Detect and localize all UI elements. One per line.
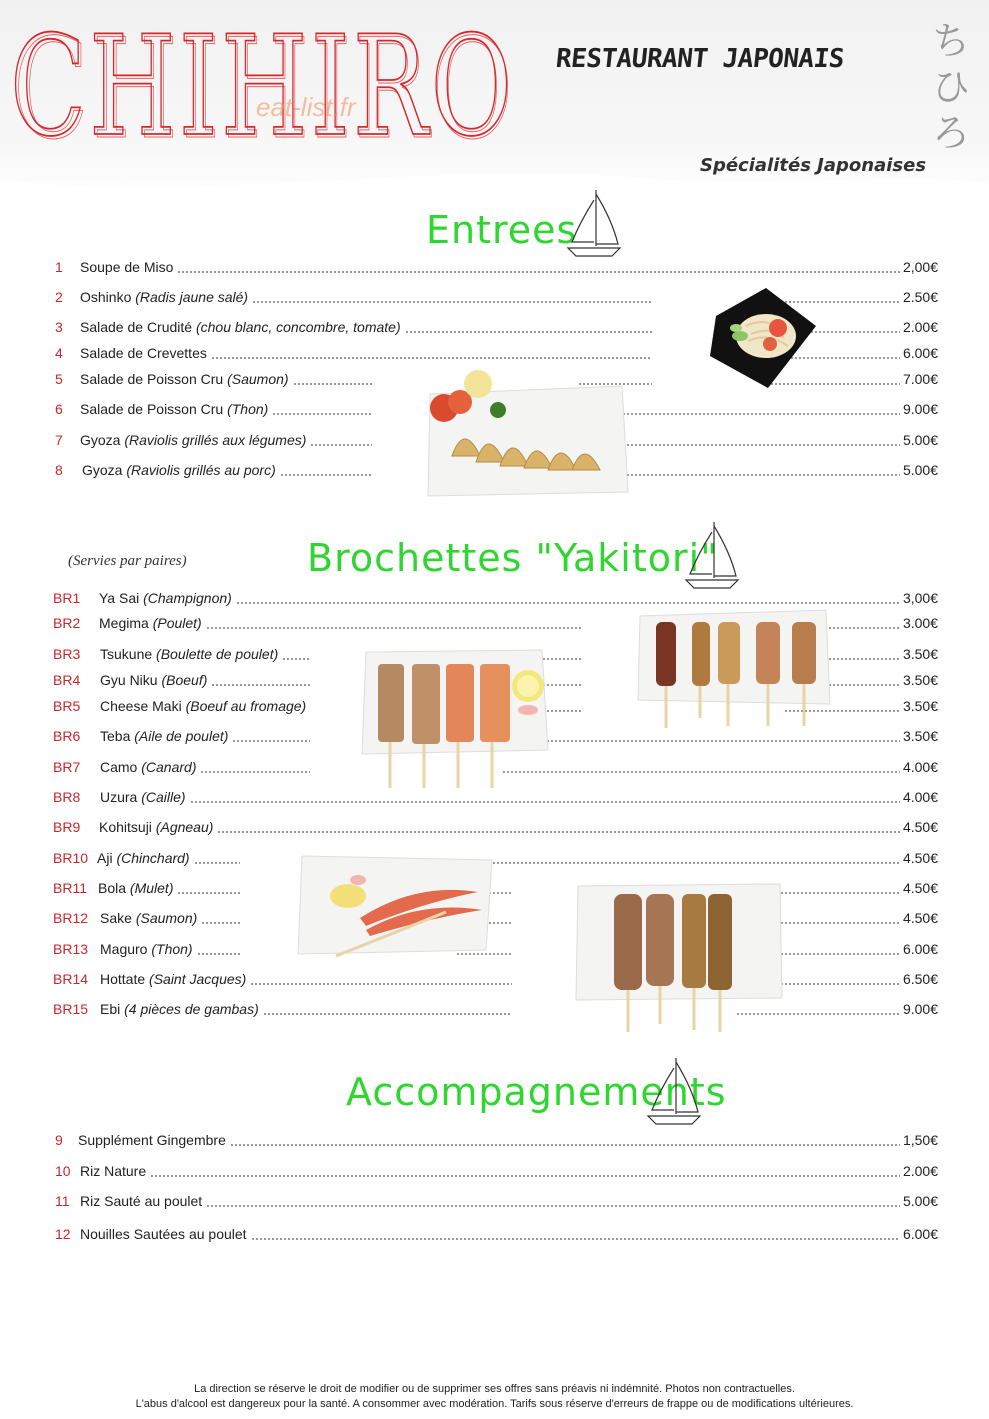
menu-item-row	[50, 816, 938, 838]
dotted-leader	[150, 1160, 900, 1182]
dotted-leader	[197, 938, 240, 960]
menu-item-name	[80, 1223, 247, 1245]
menu-item-number: 5	[55, 371, 63, 387]
menu-item-name	[100, 968, 246, 990]
menu-item-row	[50, 998, 938, 1020]
menu-item-title: Ya Sai	[99, 590, 140, 606]
menu-item-title: Salade de Crevettes	[80, 345, 207, 361]
section-title-accompagnements: Accompagnements	[346, 1070, 727, 1114]
menu-item-number: BR11	[53, 880, 87, 896]
servies-par-paires-note: (Servies par paires)	[68, 553, 187, 569]
menu-item-number: 12	[55, 1226, 71, 1242]
section-title-entrees: Entrees	[426, 208, 578, 252]
menu-item-price: 3.50€	[902, 728, 938, 744]
menu-item-title: Megima	[99, 615, 149, 631]
menu-item-title: Uzura	[100, 789, 138, 805]
menu-item-number: BR3	[53, 646, 81, 662]
menu-item-price: 5.00€	[902, 1193, 938, 1209]
dotted-leader	[206, 612, 582, 634]
menu-item-title: Nouilles Sautées au poulet	[80, 1226, 247, 1242]
menu-item-detail: (Boeuf au fromage)	[185, 698, 307, 714]
menu-item-title: Ebi	[100, 1001, 121, 1017]
menu-item-detail: (Radis jaune salé)	[135, 289, 249, 305]
dotted-leader	[272, 398, 372, 420]
dotted-leader	[211, 342, 652, 364]
dotted-leader	[177, 256, 900, 278]
menu-item-row	[50, 847, 938, 869]
menu-item-title: Salade de Poisson Cru	[80, 371, 224, 387]
menu-item-price: 4.50€	[902, 880, 938, 896]
chihiro-logo	[10, 6, 520, 166]
menu-item-price: 2.00€	[902, 1163, 938, 1179]
menu-item-price: 2.50€	[902, 289, 938, 305]
menu-item-name	[80, 1190, 202, 1212]
menu-item-detail: (Mulet)	[129, 880, 174, 896]
footer-line-2: L'abus d'alcool est dangereux pour la santé. A consommer avec modération. Tarifs sous réserve d'erreurs de frappe ou de modifications ultérieures.	[135, 1398, 854, 1410]
specialites-tagline: Spécialités Japonaises	[700, 155, 927, 176]
menu-item-price: 1,50€	[902, 1132, 938, 1148]
menu-item-number: BR8	[53, 789, 81, 805]
menu-item-name	[99, 612, 202, 634]
menu-item-title: Soupe de Miso	[80, 259, 174, 275]
menu-item-number: 10	[55, 1163, 71, 1179]
menu-item-price: 2.00€	[902, 319, 938, 335]
menu-item-detail: (chou blanc, concombre, tomate)	[195, 319, 401, 335]
menu-item-price: 4.00€	[902, 759, 938, 775]
menu-item-row	[50, 1160, 938, 1182]
yakitori-plate-photo-1	[636, 608, 832, 732]
yakitori-plate-photo-2	[360, 648, 550, 790]
menu-item-number: 4	[55, 345, 63, 361]
menu-item-title: Tsukune	[100, 646, 153, 662]
menu-item-name	[99, 587, 232, 609]
menu-item-detail: (Saint Jacques)	[149, 971, 247, 987]
dotted-leader	[456, 847, 900, 869]
menu-item-number: 1	[55, 259, 63, 275]
kana-hi: ひ	[931, 65, 970, 109]
menu-item-title: Salade de Crudité	[80, 319, 193, 335]
menu-item-number: BR15	[53, 1001, 89, 1017]
menu-item-price: 5.00€	[902, 462, 938, 478]
menu-item-title: Gyoza	[80, 432, 121, 448]
menu-item-title: Aji	[97, 850, 113, 866]
menu-item-name	[82, 459, 276, 481]
menu-item-name	[97, 847, 190, 869]
yakitori-plate-photo-3	[574, 880, 784, 1036]
menu-item-title: Hottate	[100, 971, 146, 987]
menu-item-row	[50, 877, 938, 899]
menu-item-detail: (Thon)	[227, 401, 269, 417]
dotted-leader	[280, 459, 372, 481]
menu-item-row	[50, 968, 938, 990]
gambas-plate-photo	[296, 852, 494, 962]
sailboat-icon	[646, 1054, 702, 1130]
menu-item-name	[80, 342, 207, 364]
menu-item-row	[50, 256, 938, 278]
dotted-leader	[177, 877, 240, 899]
menu-item-price: 5.00€	[902, 432, 938, 448]
menu-item-name	[99, 816, 213, 838]
menu-item-number: BR1	[53, 590, 81, 606]
menu-item-price: 9.00€	[902, 401, 938, 417]
dotted-leader	[282, 643, 310, 665]
menu-item-number: BR14	[53, 971, 89, 987]
dotted-leader	[310, 429, 372, 451]
menu-item-detail: (Aile de poulet)	[134, 728, 229, 744]
menu-item-price: 2,00€	[902, 259, 938, 275]
menu-item-title: Oshinko	[80, 289, 132, 305]
menu-item-number: BR10	[53, 850, 89, 866]
salad-bowl-photo	[706, 286, 820, 390]
menu-item-row	[50, 1129, 938, 1151]
sailboat-icon	[566, 186, 622, 262]
menu-item-name	[80, 368, 289, 390]
svg-text:CHIHIRO: CHIHIRO	[13, 9, 516, 166]
menu-item-title: Gyoza	[82, 462, 123, 478]
menu-item-number: 9	[55, 1132, 63, 1148]
section-title-yakitori: Brochettes "Yakitori"	[307, 536, 719, 580]
menu-item-number: BR2	[53, 615, 81, 631]
menu-item-price: 6.00€	[902, 941, 938, 957]
kana-ro: ろ	[931, 111, 970, 155]
menu-item-number: 8	[55, 462, 63, 478]
menu-item-detail: (Chinchard)	[116, 850, 190, 866]
dotted-leader	[211, 669, 310, 691]
menu-item-title: Sake	[100, 910, 132, 926]
menu-item-name	[100, 643, 278, 665]
dotted-leader	[217, 816, 900, 838]
menu-item-price: 4.00€	[902, 789, 938, 805]
dotted-leader	[502, 756, 900, 778]
menu-item-title: Riz Nature	[80, 1163, 147, 1179]
menu-item-name	[100, 938, 193, 960]
menu-item-name	[80, 316, 401, 338]
menu-item-title: Bola	[98, 880, 127, 896]
menu-item-title: Salade de Poisson Cru	[80, 401, 224, 417]
dotted-leader	[252, 286, 652, 308]
dotted-leader	[405, 316, 652, 338]
menu-item-number: BR13	[53, 941, 89, 957]
svg-text:CHIHIRO: CHIHIRO	[10, 6, 515, 166]
dotted-leader	[263, 998, 512, 1020]
menu-item-number: BR6	[53, 728, 81, 744]
menu-item-number: 11	[55, 1193, 70, 1209]
menu-item-price: 3.00€	[902, 615, 938, 631]
menu-item-price: 3.50€	[902, 646, 938, 662]
menu-item-name	[80, 286, 248, 308]
menu-item-title: Riz Sauté au poulet	[80, 1193, 203, 1209]
dotted-leader	[251, 1223, 900, 1245]
menu-item-row	[50, 907, 938, 929]
menu-item-price: 6.00€	[902, 1226, 938, 1242]
menu-item-name	[78, 1129, 226, 1151]
menu-item-detail: (Agneau)	[155, 819, 214, 835]
menu-item-name	[98, 877, 173, 899]
menu-item-detail: (Saumon)	[227, 371, 289, 387]
menu-item-title: Kohitsuji	[99, 819, 152, 835]
dotted-leader	[230, 1129, 900, 1151]
menu-item-detail: (4 pièces de gambas)	[124, 1001, 259, 1017]
menu-item-title: Gyu Niku	[100, 672, 158, 688]
menu-item-detail: (Canard)	[141, 759, 197, 775]
footer-line-1: La direction se réserve le droit de modifier ou de supprimer ses offres sans préavis ni indémnité. Photos non contractuelles.	[194, 1383, 795, 1395]
dotted-leader	[236, 587, 900, 609]
menu-item-detail: (Boulette de poulet)	[156, 646, 279, 662]
menu-item-title: Supplément Gingembre	[78, 1132, 226, 1148]
kana-chi: ち	[931, 19, 970, 63]
menu-item-name	[100, 669, 207, 691]
menu-item-price: 7.00€	[902, 371, 938, 387]
dotted-leader	[232, 725, 310, 747]
kana-chihiro	[930, 18, 972, 156]
menu-item-number: BR5	[53, 698, 81, 714]
menu-item-name	[100, 786, 186, 808]
menu-item-name	[100, 998, 259, 1020]
menu-item-price: 9.00€	[902, 1001, 938, 1017]
menu-item-title: Maguro	[100, 941, 148, 957]
menu-item-number: 3	[55, 319, 63, 335]
menu-item-number: 6	[55, 401, 63, 417]
dotted-leader	[201, 907, 240, 929]
menu-item-name	[100, 756, 197, 778]
dotted-leader	[293, 368, 372, 390]
menu-item-detail: (Boeuf)	[161, 672, 208, 688]
menu-item-name	[80, 1160, 146, 1182]
menu-item-title: Camo	[100, 759, 138, 775]
footer-disclaimer	[0, 1382, 989, 1412]
menu-item-price: 6.00€	[902, 345, 938, 361]
menu-item-price: 6.50€	[902, 971, 938, 987]
gyoza-plate-photo	[424, 364, 630, 500]
menu-item-name	[100, 907, 197, 929]
menu-item-row	[50, 587, 938, 609]
menu-item-name	[80, 398, 268, 420]
menu-item-detail: (Caille)	[141, 789, 186, 805]
menu-item-detail: (Champignon)	[143, 590, 232, 606]
menu-item-detail: (Raviolis grillés aux légumes)	[124, 432, 307, 448]
menu-item-row	[50, 938, 938, 960]
menu-item-name	[100, 725, 228, 747]
menu-item-name	[80, 256, 173, 278]
menu-item-price: 3.50€	[902, 672, 938, 688]
menu-item-number: BR7	[53, 759, 81, 775]
menu-item-price: 4.50€	[902, 850, 938, 866]
menu-item-price: 4.50€	[902, 819, 938, 835]
menu-item-detail: (Thon)	[151, 941, 193, 957]
menu-item-number: 7	[55, 432, 63, 448]
menu-item-detail: (Poulet)	[152, 615, 202, 631]
menu-item-title: Teba	[100, 728, 131, 744]
menu-item-name	[100, 695, 306, 717]
menu-item-number: BR12	[53, 910, 89, 926]
menu-item-price: 3,00€	[902, 590, 938, 606]
sailboat-icon	[684, 518, 740, 594]
dotted-leader	[206, 1190, 900, 1212]
menu-item-number: BR4	[53, 672, 81, 688]
menu-item-number: 2	[55, 289, 63, 305]
dotted-leader	[194, 847, 240, 869]
menu-item-price: 3.50€	[902, 698, 938, 714]
menu-item-name	[80, 429, 306, 451]
dotted-leader	[250, 968, 512, 990]
restaurant-tagline: RESTAURANT JAPONAIS	[554, 44, 846, 74]
menu-item-detail: (Raviolis grillés au porc)	[126, 462, 276, 478]
menu-item-number: BR9	[53, 819, 81, 835]
dotted-leader	[200, 756, 310, 778]
menu-item-title: Cheese Maki	[100, 698, 182, 714]
menu-item-row	[50, 1223, 938, 1245]
watermark: eat-list.fr	[256, 92, 356, 122]
menu-item-row	[50, 1190, 938, 1212]
menu-item-price: 4.50€	[902, 910, 938, 926]
menu-item-detail: (Saumon)	[135, 910, 198, 926]
